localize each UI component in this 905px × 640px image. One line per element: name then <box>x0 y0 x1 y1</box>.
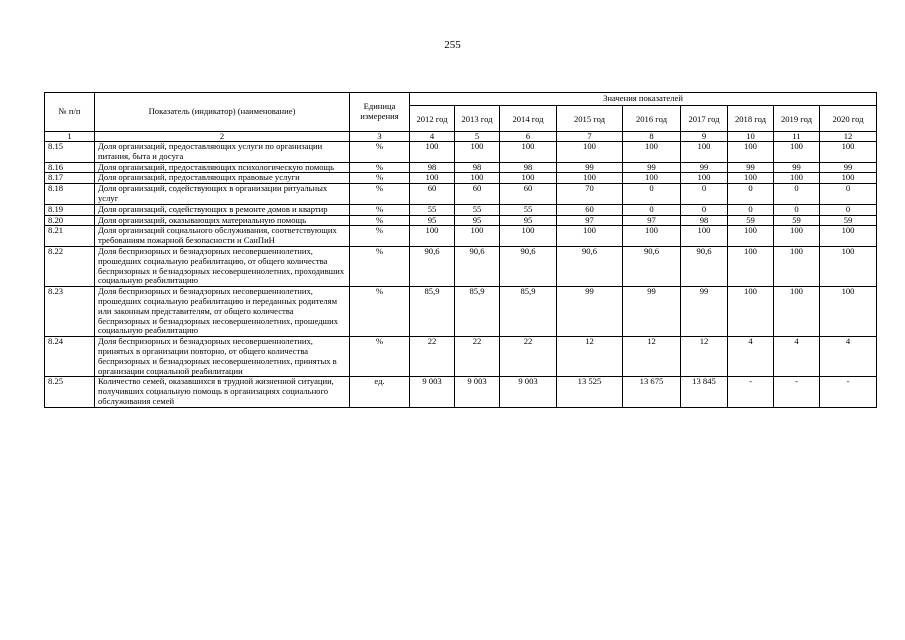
column-number: 1 <box>45 132 95 142</box>
value-cell: 59 <box>774 215 820 226</box>
value-cell: 97 <box>557 215 623 226</box>
value-cell: - <box>728 377 774 407</box>
indicator-name: Доля беспризорных и безнадзорных несовершеннолетних, принятых в организации повторно, от общего количества беспризорных и безнадзорных несовершеннолетних, принятых в организации социальной реабилитации <box>95 337 350 377</box>
value-cell: 59 <box>820 215 877 226</box>
indicator-name: Доля организаций, предоставляющих правовые услуги <box>95 173 350 184</box>
value-cell: 90,6 <box>455 246 500 286</box>
unit-cell: % <box>350 173 410 184</box>
value-cell: 55 <box>500 204 557 215</box>
value-cell: 99 <box>681 287 728 337</box>
row-number: 8.24 <box>45 337 95 377</box>
column-number: 12 <box>820 132 877 142</box>
row-number: 8.21 <box>45 226 95 247</box>
value-cell: 100 <box>500 226 557 247</box>
unit-cell: % <box>350 142 410 163</box>
table-row <box>45 162 877 173</box>
value-cell: 90,6 <box>500 246 557 286</box>
header-year: 2013 год <box>455 106 500 132</box>
column-number: 2 <box>95 132 350 142</box>
value-cell: 100 <box>410 226 455 247</box>
header-year: 2019 год <box>774 106 820 132</box>
indicator-name: Доля организаций, содействующих в организации ритуальных услуг <box>95 184 350 205</box>
column-number: 6 <box>500 132 557 142</box>
header-indicator: Показатель (индикатор) (наименование) <box>95 93 350 132</box>
value-cell: 99 <box>681 162 728 173</box>
value-cell: 60 <box>410 184 455 205</box>
unit-cell: % <box>350 226 410 247</box>
value-cell: 95 <box>500 215 557 226</box>
value-cell: 60 <box>500 184 557 205</box>
value-cell: 4 <box>820 337 877 377</box>
value-cell: 22 <box>500 337 557 377</box>
value-cell: 100 <box>774 142 820 163</box>
value-cell: 55 <box>410 204 455 215</box>
header-year: 2012 год <box>410 106 455 132</box>
value-cell: 90,6 <box>681 246 728 286</box>
value-cell: 100 <box>455 173 500 184</box>
value-cell: 0 <box>774 204 820 215</box>
value-cell: 9 003 <box>455 377 500 407</box>
indicators-table <box>44 92 877 408</box>
value-cell: 0 <box>820 204 877 215</box>
column-number: 10 <box>728 132 774 142</box>
value-cell: 12 <box>557 337 623 377</box>
value-cell: 100 <box>455 142 500 163</box>
value-cell: 100 <box>774 173 820 184</box>
indicator-name: Количество семей, оказавшихся в трудной жизненной ситуации, получивших социальную помощь в организациях социального обслуживания семей <box>95 377 350 407</box>
value-cell: 95 <box>455 215 500 226</box>
value-cell: 85,9 <box>455 287 500 337</box>
value-cell: 85,9 <box>410 287 455 337</box>
value-cell: 100 <box>728 226 774 247</box>
unit-cell: % <box>350 215 410 226</box>
value-cell: 100 <box>728 142 774 163</box>
value-cell: 100 <box>623 226 681 247</box>
value-cell: 0 <box>774 184 820 205</box>
header-values-group: Значения показателей <box>410 93 877 106</box>
value-cell: 85,9 <box>500 287 557 337</box>
value-cell: - <box>774 377 820 407</box>
value-cell: 22 <box>455 337 500 377</box>
table-row <box>45 184 877 205</box>
row-number: 8.23 <box>45 287 95 337</box>
row-number: 8.22 <box>45 246 95 286</box>
column-number: 5 <box>455 132 500 142</box>
value-cell: 60 <box>557 204 623 215</box>
value-cell: 12 <box>623 337 681 377</box>
indicator-name: Доля организаций, содействующих в ремонте домов и квартир <box>95 204 350 215</box>
unit-cell: % <box>350 204 410 215</box>
value-cell: 100 <box>728 173 774 184</box>
value-cell: 0 <box>820 184 877 205</box>
value-cell: 13 675 <box>623 377 681 407</box>
value-cell: 90,6 <box>557 246 623 286</box>
value-cell: 0 <box>728 184 774 205</box>
value-cell: - <box>820 377 877 407</box>
value-cell: 90,6 <box>410 246 455 286</box>
table-row <box>45 204 877 215</box>
table-row <box>45 377 877 407</box>
row-number: 8.16 <box>45 162 95 173</box>
value-cell: 4 <box>774 337 820 377</box>
value-cell: 55 <box>455 204 500 215</box>
value-cell: 99 <box>728 162 774 173</box>
value-cell: 100 <box>820 246 877 286</box>
row-number: 8.20 <box>45 215 95 226</box>
value-cell: 99 <box>820 162 877 173</box>
value-cell: 0 <box>728 204 774 215</box>
row-number: 8.25 <box>45 377 95 407</box>
row-number: 8.19 <box>45 204 95 215</box>
value-cell: 12 <box>681 337 728 377</box>
page-number: 255 <box>444 39 461 51</box>
value-cell: 13 525 <box>557 377 623 407</box>
value-cell: 99 <box>623 162 681 173</box>
value-cell: 100 <box>623 173 681 184</box>
value-cell: 99 <box>774 162 820 173</box>
column-number: 3 <box>350 132 410 142</box>
value-cell: 100 <box>681 226 728 247</box>
table-row <box>45 337 877 377</box>
value-cell: 98 <box>455 162 500 173</box>
value-cell: 100 <box>557 173 623 184</box>
value-cell: 100 <box>557 226 623 247</box>
header-year: 2017 год <box>681 106 728 132</box>
column-number: 8 <box>623 132 681 142</box>
indicator-name: Доля организаций, предоставляющих психологическую помощь <box>95 162 350 173</box>
table-row <box>45 215 877 226</box>
unit-cell: % <box>350 246 410 286</box>
table-row <box>45 142 877 163</box>
header-num: № п/п <box>45 93 95 132</box>
value-cell: 100 <box>410 142 455 163</box>
value-cell: 100 <box>557 142 623 163</box>
value-cell: 9 003 <box>500 377 557 407</box>
value-cell: 100 <box>500 142 557 163</box>
header-year: 2020 год <box>820 106 877 132</box>
header-year: 2016 год <box>623 106 681 132</box>
value-cell: 100 <box>728 287 774 337</box>
value-cell: 0 <box>681 204 728 215</box>
value-cell: 100 <box>455 226 500 247</box>
unit-cell: % <box>350 184 410 205</box>
value-cell: 60 <box>455 184 500 205</box>
value-cell: 99 <box>557 162 623 173</box>
table-row <box>45 246 877 286</box>
column-number: 4 <box>410 132 455 142</box>
value-cell: 0 <box>681 184 728 205</box>
unit-cell: % <box>350 287 410 337</box>
indicator-name: Доля организаций социального обслуживания, соответствующих требованиям пожарной безопасности и СанПиН <box>95 226 350 247</box>
value-cell: 100 <box>820 226 877 247</box>
value-cell: 100 <box>500 173 557 184</box>
value-cell: 100 <box>774 287 820 337</box>
value-cell: 90,6 <box>623 246 681 286</box>
value-cell: 4 <box>728 337 774 377</box>
column-number: 11 <box>774 132 820 142</box>
value-cell: 59 <box>728 215 774 226</box>
unit-cell: ед. <box>350 377 410 407</box>
indicator-name: Доля беспризорных и безнадзорных несовершеннолетних, прошедших социальную реабилитацию, от общего количества беспризорных и безнадзорных несовершеннолетних, проходивших социальную реабилитацию <box>95 246 350 286</box>
table-row <box>45 287 877 337</box>
value-cell: 0 <box>623 204 681 215</box>
column-number: 7 <box>557 132 623 142</box>
header-year: 2014 год <box>500 106 557 132</box>
value-cell: 95 <box>410 215 455 226</box>
value-cell: 98 <box>681 215 728 226</box>
value-cell: 100 <box>681 142 728 163</box>
value-cell: 100 <box>820 173 877 184</box>
header-year: 2018 год <box>728 106 774 132</box>
indicator-name: Доля беспризорных и безнадзорных несовершеннолетних, прошедших социальную реабилитацию и переданных родителям или законным представителям, от общего количества беспризорных и безнадзорных несовершеннолетних, прошедших социальную реабилитацию <box>95 287 350 337</box>
value-cell: 100 <box>820 142 877 163</box>
value-cell: 70 <box>557 184 623 205</box>
value-cell: 100 <box>623 142 681 163</box>
value-cell: 100 <box>410 173 455 184</box>
value-cell: 99 <box>623 287 681 337</box>
value-cell: 9 003 <box>410 377 455 407</box>
value-cell: 98 <box>500 162 557 173</box>
unit-cell: % <box>350 162 410 173</box>
value-cell: 100 <box>774 246 820 286</box>
indicator-name: Доля организаций, оказывающих материальную помощь <box>95 215 350 226</box>
column-number: 9 <box>681 132 728 142</box>
indicator-name: Доля организаций, предоставляющих услуги по организации питания, быта и досуга <box>95 142 350 163</box>
value-cell: 99 <box>557 287 623 337</box>
value-cell: 100 <box>820 287 877 337</box>
value-cell: 100 <box>774 226 820 247</box>
table-row <box>45 226 877 247</box>
value-cell: 100 <box>681 173 728 184</box>
header-unit: Единица измерения <box>350 93 410 132</box>
value-cell: 0 <box>623 184 681 205</box>
value-cell: 98 <box>410 162 455 173</box>
row-number: 8.18 <box>45 184 95 205</box>
row-number: 8.15 <box>45 142 95 163</box>
header-year: 2015 год <box>557 106 623 132</box>
value-cell: 100 <box>728 246 774 286</box>
table-row <box>45 173 877 184</box>
row-number: 8.17 <box>45 173 95 184</box>
unit-cell: % <box>350 337 410 377</box>
value-cell: 22 <box>410 337 455 377</box>
value-cell: 13 845 <box>681 377 728 407</box>
value-cell: 97 <box>623 215 681 226</box>
